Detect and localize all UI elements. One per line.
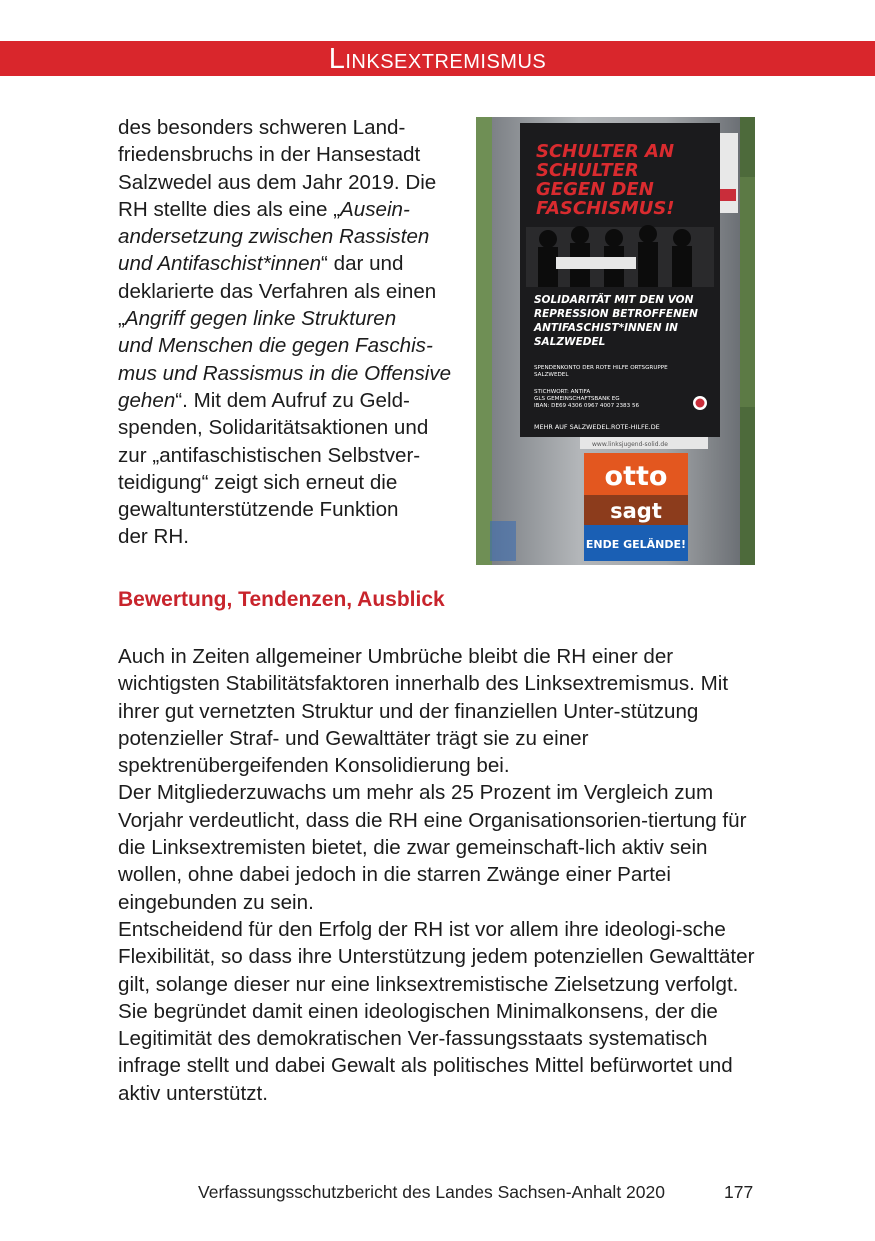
intro-line: „Angriff gegen linke Strukturen	[118, 307, 397, 331]
poster-bank-1: STICHWORT: ANTIFA	[534, 389, 591, 395]
ende-gelaende-label: ENDE GELÄNDE!	[585, 538, 687, 551]
intro-line: der RH.	[118, 525, 189, 549]
poster-sub-2: REPRESSION BETROFFENEN	[534, 308, 698, 320]
poster-headline-1: SCHULTER AN	[536, 141, 675, 162]
intro-line: deklarierte das Verfahren als einen	[118, 279, 437, 303]
paragraph: Auch in Zeiten allgemeiner Umbrüche bleibt die RH einer der wichtigsten Stabilitätsfaktoren innerhalb des Linksextremismus. Mit ihrer gut vernetzten Struktur und der finanziellen Unter-stützung potenzieller Straf- und Gewalttäter trägt sie zu einer spektrenübergeifenden Konsolidierung bei.	[118, 645, 729, 778]
poster-side-url: www.linksjugend-solid.de	[592, 441, 668, 448]
intro-line: teidigung“ zeigt sich erneut die	[118, 470, 398, 494]
intro-line: und Menschen die gegen Faschis-	[118, 334, 433, 358]
intro-line: gewaltunterstützende Funktion	[118, 498, 399, 522]
poster-bank-2: GLS GEMEINSCHAFTSBANK EG	[534, 396, 620, 402]
poster-account-2: SALZWEDEL	[534, 372, 569, 378]
page-number: 177	[724, 1182, 754, 1202]
sagt-label: sagt	[610, 499, 662, 523]
intro-line: friedensbruchs in der Hansestadt	[118, 143, 421, 167]
intro-line: gehen“. Mit dem Aufruf zu Geld-	[118, 388, 410, 412]
section-heading: Bewertung, Tendenzen, Ausblick	[118, 588, 445, 611]
poster-photo	[476, 117, 755, 565]
intro-line: mus und Rassismus in die Offensive	[118, 361, 452, 385]
paragraph: Entscheidend für den Erfolg der RH ist vor allem ihre ideologi-sche Flexibilität, so dass ihre Unterstützung jedem potenziellen Gewalttäter gilt, solange dieser nur eine linksextremistische Zielsetzung verfolgt. Sie begründet damit einen ideologischen Minimalkonsens, der die Legitimität des demokratischen Ver-fassungsstaats systematisch infrage stellt und dabei Gewalt als politisches Mittel befürwortet und aktiv unterstützt.	[118, 917, 755, 1105]
poster-headline-4: FASCHISMUS!	[536, 198, 675, 219]
intro-text	[118, 114, 468, 551]
poster-bank-3: IBAN: DE69 4306 0967 4007 2383 56	[534, 403, 640, 409]
poster-headline-2: SCHULTER	[536, 160, 639, 181]
intro-line: zur „antifaschistischen Selbstver-	[118, 443, 421, 467]
poster-crowd-image	[526, 225, 714, 287]
poster-headline-3: GEGEN DEN	[536, 179, 654, 200]
poster-sub-4: SALZWEDEL	[534, 336, 606, 348]
intro-line: andersetzung zwischen Rassisten	[118, 225, 430, 249]
assessment-text	[118, 643, 768, 1107]
paragraph: Der Mitgliederzuwachs um mehr als 25 Prozent im Vergleich zum Vorjahr verdeutlicht, dass die RH eine Organisationsorien-tiertung für die Linksextremisten bietet, die zwar gemeinschaft-lich aktiv sein wollen, ohne dabei jedoch in die starren Zwänge einer Partei eingebunden zu sein.	[118, 781, 747, 914]
intro-line: RH stellte dies als eine „Ausein-	[118, 197, 410, 221]
intro-line: spenden, Solidaritätsaktionen und	[118, 416, 429, 440]
footer-source: Verfassungsschutzbericht des Landes Sachsen-Anhalt 2020	[198, 1182, 665, 1202]
poster-sub-3: ANTIFASCHIST*INNEN IN	[534, 322, 678, 334]
intro-line: Salzwedel aus dem Jahr 2019. Die	[118, 170, 437, 194]
intro-line: und Antifaschist*innen“ dar und	[118, 252, 404, 276]
otto-label: otto	[604, 461, 668, 492]
intro-line: des besonders schweren Land-	[118, 116, 406, 139]
poster-sub-1: SOLIDARITÄT MIT DEN VON	[534, 294, 694, 306]
poster-account-1: SPENDENKONTO DER ROTE HILFE ORTSGRUPPE	[534, 365, 668, 371]
section-banner	[0, 41, 875, 76]
section-title: Linksextremismus	[328, 43, 547, 75]
poster-more: MEHR AUF SALZWEDEL.ROTE-HILFE.DE	[534, 423, 660, 431]
